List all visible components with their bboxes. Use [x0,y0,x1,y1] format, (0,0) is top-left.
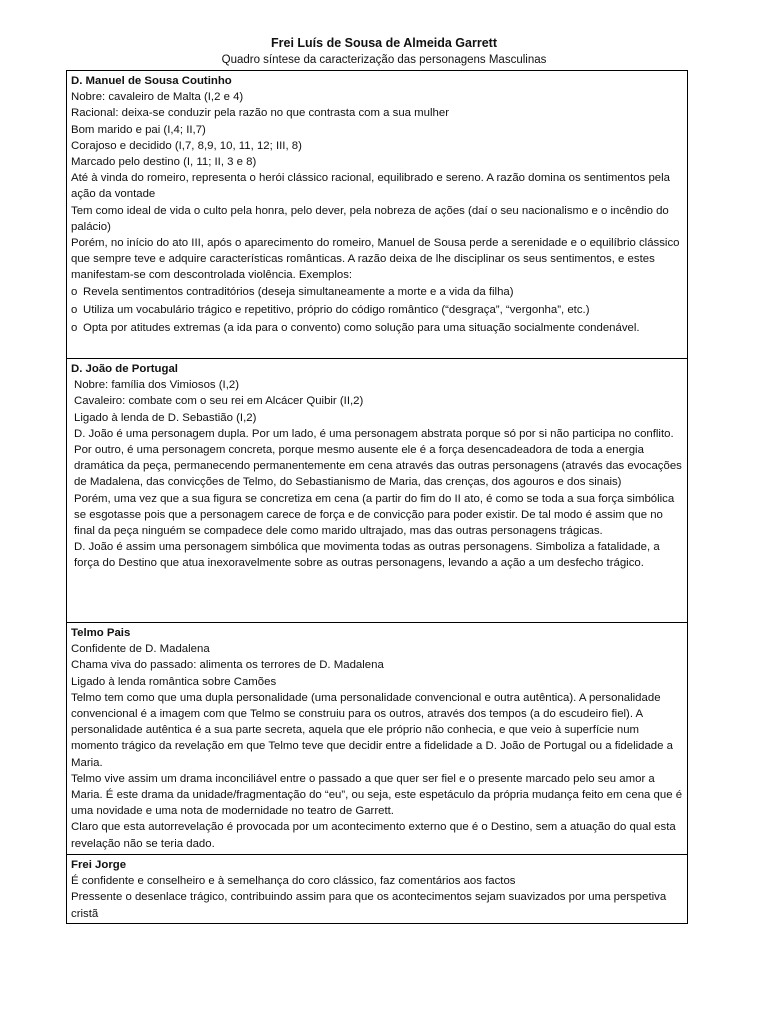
section-frei-jorge [67,854,687,923]
section-telmo-pais [67,622,687,854]
text-line: É confidente e conselheiro e à semelhança do coro clássico, faz comentários aos factos [71,875,516,888]
list-item-text: Opta por atitudes extremas (a ida para o convento) como solução para uma situação socialmente condenável. [83,322,640,335]
list-item-text: Utiliza um vocabulário trágico e repetitivo, próprio do código romântico (“desgraça”, “vergonha”, etc.) [83,303,590,316]
text-line: Marcado pelo destino (I, 11; II, 3 e 8) [71,156,257,169]
summary-table [66,70,688,924]
text-line: Confidente de D. Madalena [71,643,210,656]
text-paragraph: Telmo vive assim um drama inconciliável entre o passado a que quer ser fiel e o presente marcado pelo seu amor a Maria. É este drama da unidade/fragmentação do “eu”, ou seja, este espetáculo da própria mudança feito em cena que é uma novidade e uma nota de modernidade no teatro de Garrett. [71,772,683,818]
text-line: Chama viva do passado: alimenta os terrores de D. Madalena [71,659,384,672]
text-line: Nobre: família dos Vimiosos (I,2) [74,379,240,392]
section-heading: D. João de Portugal [71,363,178,375]
text-paragraph: Porém, no início do ato III, após o aparecimento do romeiro, Manuel de Sousa perde a serenidade e o equilíbrio clássico que sempre teve e adquire características românticas. A razão deixa de lhe disciplinar os seus sentimentos, e estes manifestam-se com descontrolada violência. Exemplos: [71,237,680,282]
bullet-marker: o [71,285,78,298]
text-line: Nobre: cavaleiro de Malta (I,2 e 4) [71,91,244,104]
examples-list [71,284,683,337]
document-title: Frei Luís de Sousa de Almeida Garrett [271,36,497,50]
section-manuel-de-sousa [67,71,687,358]
text-line: Racional: deixa-se conduzir pela razão no que contrasta com a sua mulher [71,107,449,120]
section-heading: D. Manuel de Sousa Coutinho [71,75,232,87]
text-paragraph: Claro que esta autorrevelação é provocada por um acontecimento externo que é o Destino, sem a atuação do qual esta revelação não se teria dado. [71,821,676,850]
section-heading: Frei Jorge [71,859,127,871]
text-paragraph: Telmo tem como que uma dupla personalidade (uma personalidade convencional e outra autêntica). A personalidade convencional é a imagem com que Telmo se construiu para os outros, através dos tempos (a do escudeiro fiel). A personalidade autêntica é a sua parte secreta, aquela que ele próprio não conhecia, e que veio à superfície num momento trágico da revelação em que Telmo teve que decidir entre a fidelidade a D. João de Portugal ou a fidelidade a Maria. [71,691,673,769]
section-heading: Telmo Pais [71,627,131,639]
text-paragraph: D. João é assim uma personagem simbólica que movimenta todas as outras personagens. Simboliza a fatalidade, a força do Destino que atua inexoravelmente sobre as outras personagens, levando a ação a um desfecho trágico. [74,541,660,570]
text-paragraph: Até à vinda do romeiro, representa o herói clássico racional, equilibrado e sereno. A razão domina os sentimentos pela ação da vontade [71,172,670,201]
list-item-text: Revela sentimentos contraditórios (deseja simultaneamente a morte e a vida da filha) [83,285,514,298]
list-item [71,284,683,300]
bullet-marker: o [71,322,78,335]
document-subtitle: Quadro síntese da caracterização das personagens Masculinas [221,54,547,66]
text-line: Ligado à lenda de D. Sebastião (I,2) [74,411,257,424]
text-paragraph: Tem como ideal de vida o culto pela honra, pelo dever, pela nobreza de ações (daí o seu nacionalismo e o incêndio do palácio) [71,204,669,233]
list-item [71,302,683,318]
text-line: Corajoso e decidido (I,7, 8,9, 10, 11, 12; III, 8) [71,139,302,152]
list-item [71,320,683,336]
section-joao-de-portugal [67,358,687,622]
text-paragraph: D. João é uma personagem dupla. Por um lado, é uma personagem abstrata porque só por si não participa no conflito. Por outro, é uma personagem concreta, porque mesmo ausente ele é a força desencadeadora de toda a energia dramática da peça, permanecendo permanentemente em cena através das outras personagens (através das evocações de Madalena, das convicções de Telmo, do Sebastianismo de Maria, das crenças, dos agouros e dos sinais) [74,427,682,489]
bullet-marker: o [71,303,78,316]
text-line: Cavaleiro: combate com o seu rei em Alcácer Quibir (II,2) [74,395,364,408]
text-line: Ligado à lenda romântica sobre Camões [71,675,277,688]
text-paragraph: Pressente o desenlace trágico, contribuindo assim para que os acontecimentos sejam suavizados por uma perspetiva cristã [71,891,667,920]
text-line: Bom marido e pai (I,4; II,7) [71,123,206,136]
text-paragraph: Porém, uma vez que a sua figura se concretiza em cena (a partir do fim do II ato, é como se toda a sua força simbólica se esgotasse pois que a personagem carece de força e de convicção para poder existir. De tal modo é assim que no final da peça ninguém se compadece dele como marido ultrajado, mas das outras personagens trágicas. [74,492,675,538]
